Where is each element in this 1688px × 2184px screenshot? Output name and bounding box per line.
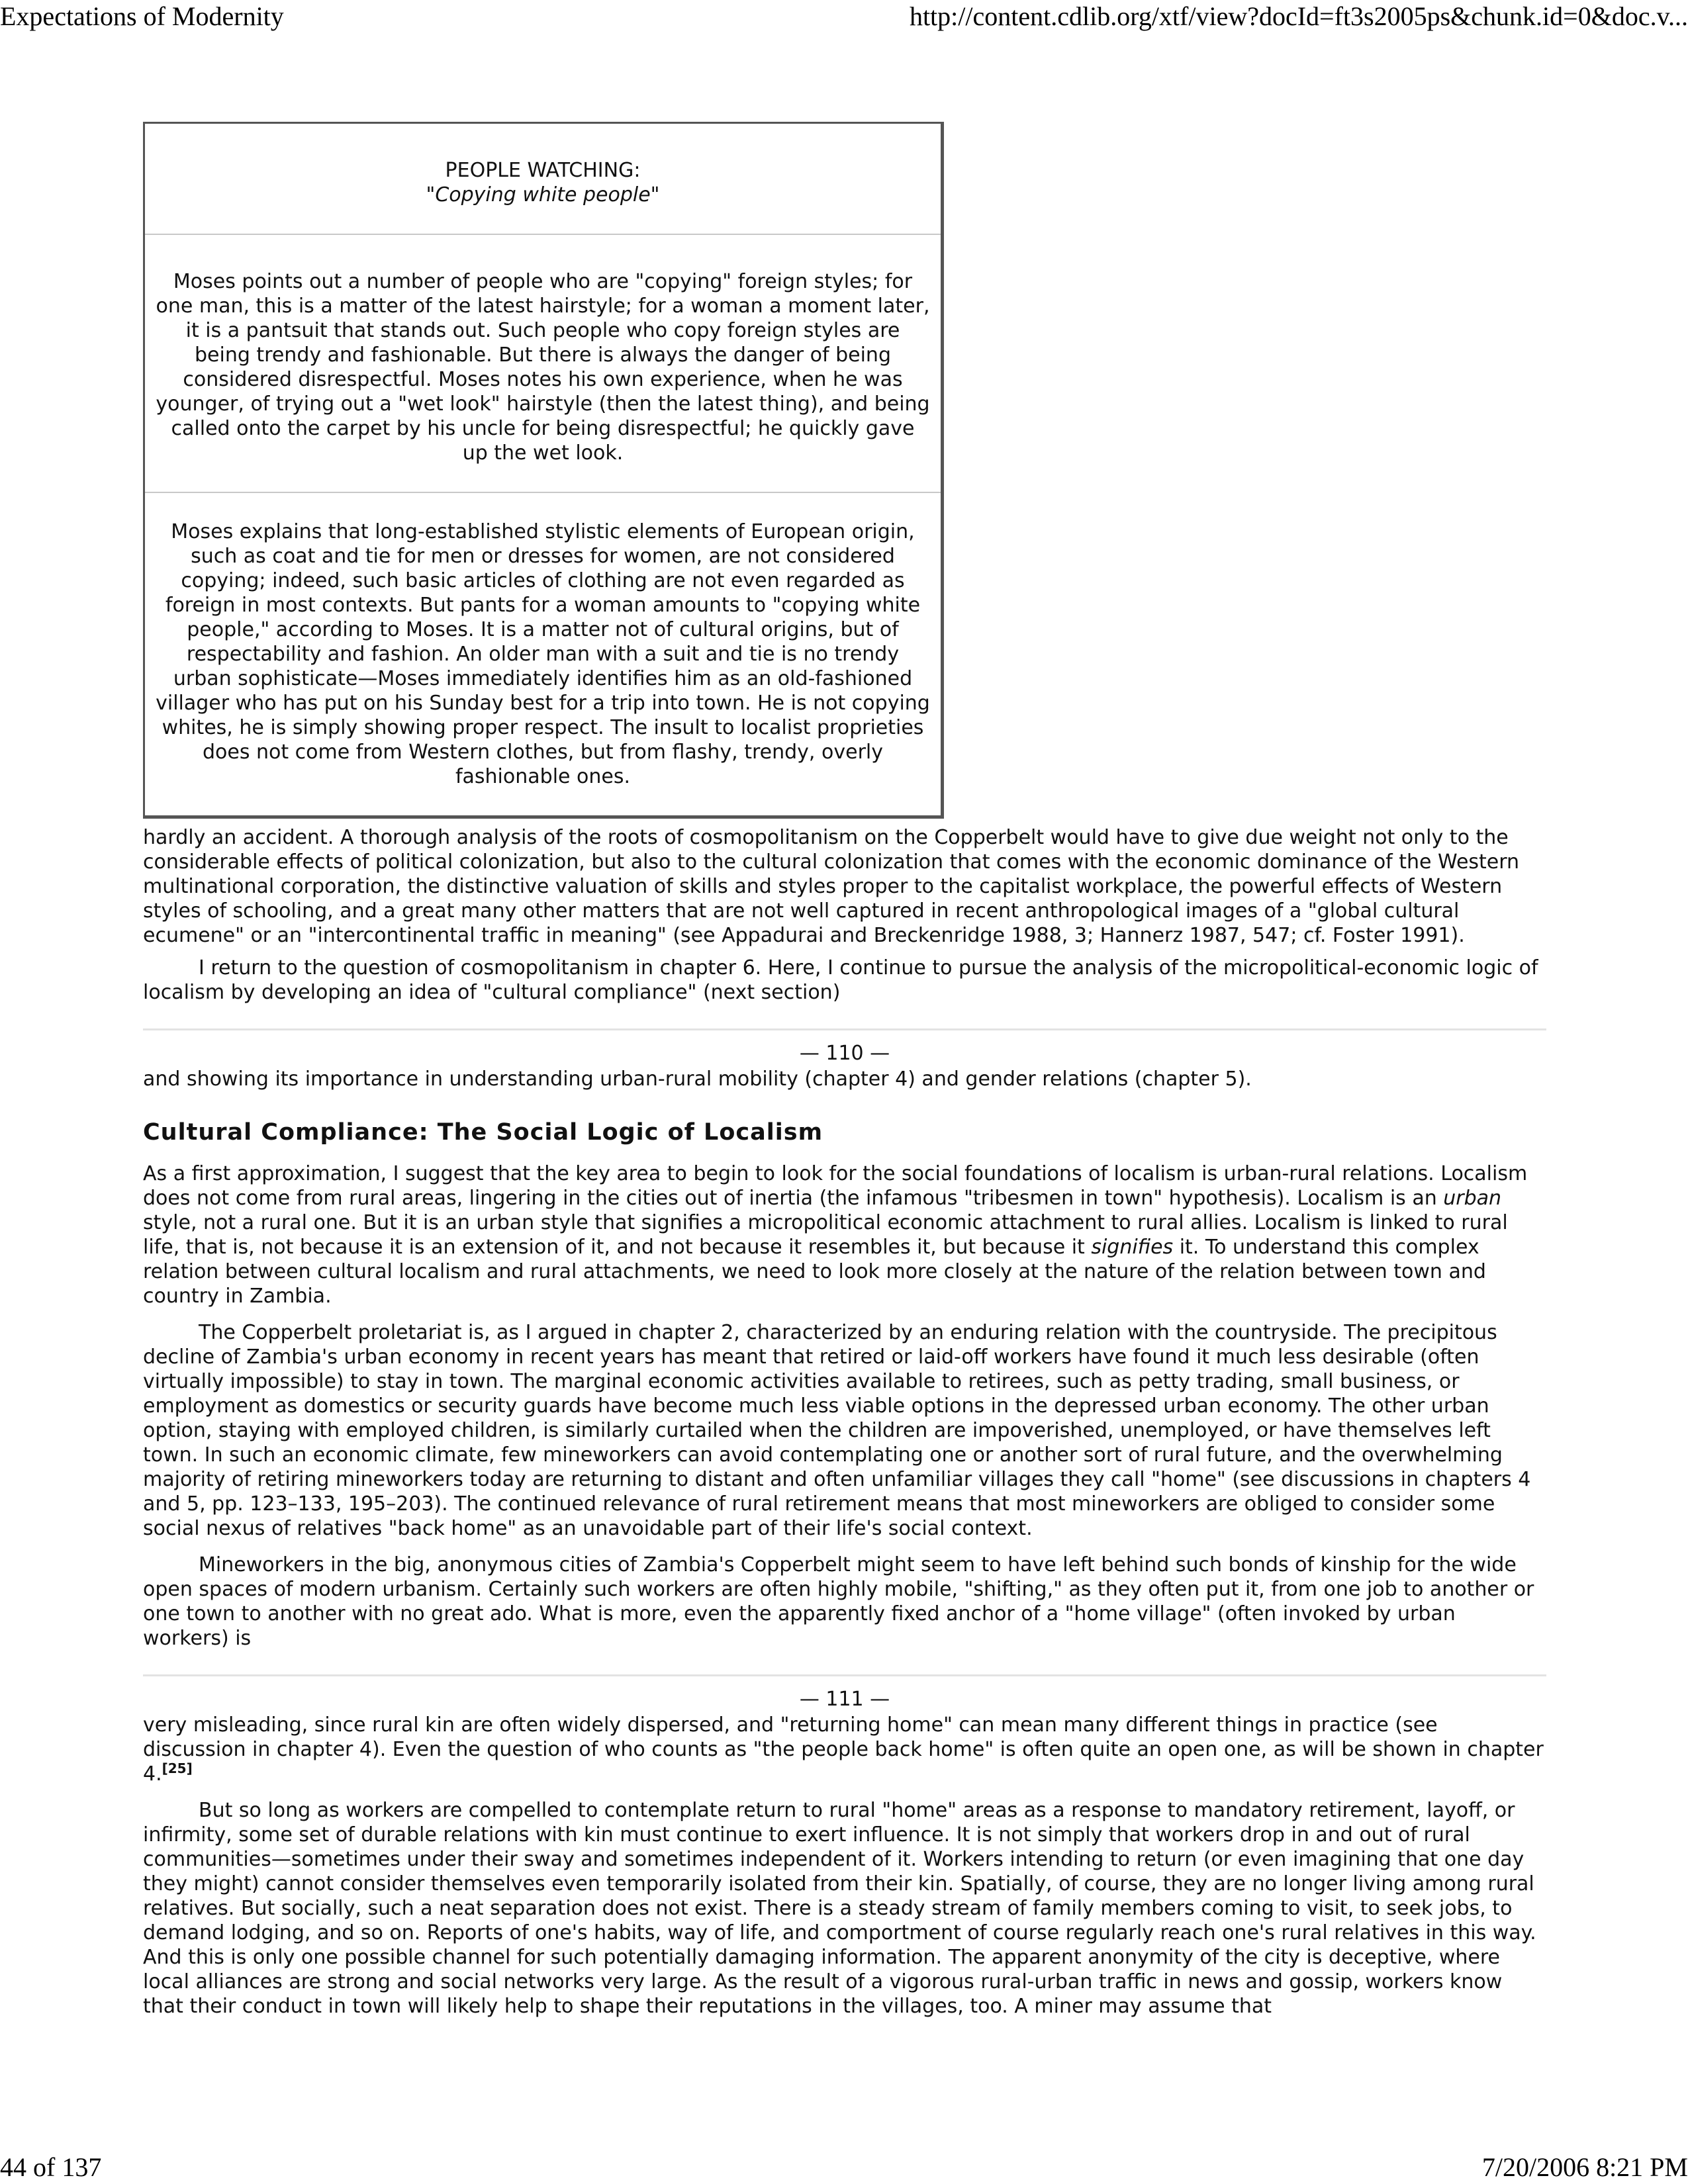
page-number-110: — 110 — — [799, 1042, 890, 1065]
people-watching-box — [143, 122, 944, 819]
page-number-111: — 111 — — [799, 1688, 890, 1711]
box-title-cell — [145, 124, 941, 234]
print-timestamp: 7/20/2006 8:21 PM — [1481, 2152, 1688, 2182]
page-divider-111 — [143, 1674, 1546, 1676]
body-paragraph-2: I return to the question of cosmopolitanism in chapter 6. Here, I continue to pursue the analysis of the micropolitical-economic logic of localism by developing an idea of "cultural compliance" (next section) — [143, 956, 1538, 1004]
p4-text-a: As a first approximation, I suggest that the key area to begin to look for the social foundations of localism is urban-rural relations. Localism does not come from rural areas, lingering in the cities out of inertia (the infamous "tribesmen in town" hypothesis). Localism is an — [143, 1162, 1528, 1210]
footnote-link-25[interactable]: [25] — [162, 1760, 193, 1776]
body-paragraph-8: But so long as workers are compelled to contemplate return to rural "home" areas as a response to mandatory retirement, layoff, or infirmity, some set of durable relations with kin must continue to exert influence. It is not simply that workers drop in and out of rural communities—sometimes under their sway and sometimes independent of it. Workers intending to return (or even imagining that one day they might) cannot consider themselves even temporarily isolated from their kin. Spatially, of course, they are no longer living among rural relatives. But socially, such a neat separation does not exist. There is a steady stream of family members coming to visit, to seek jobs, to demand lodging, and so on. Reports of one's habits, way of life, and comportment of course regularly reach one's rural relatives in this way. And this is only one possible channel for such potentially damaging information. The apparent anonymity of the city is deceptive, where local alliances are strong and social networks very large. As the result of a vigorous rural-urban traffic in news and gossip, workers know that their conduct in town will likely help to shape their reputations in the villages, too. A miner may assume that — [143, 1799, 1536, 2018]
box-paragraph-2: Moses explains that long-established stylistic elements of European origin, such as coat and tie for men or dresses for women, are not considered copying; indeed, such basic articles of clothing are not even regarded as foreign in most contexts. But pants for a woman amounts to "copying white people," according to Moses. It is a matter not of cultural origins, but of respectability and fashion. An older man with a suit and tie is no trendy urban sophisticate—Moses immediately identifies him as an old-fashioned villager who has put on his Sunday best for a trip into town. He is not copying whites, he is simply showing proper respect. The insult to localist proprieties does not come from Western clothes, but from flashy, trendy, overly fashionable ones. — [145, 492, 941, 815]
box-title: PEOPLE WATCHING: — [445, 159, 641, 182]
box-subtitle: "Copying white people" — [426, 183, 660, 206]
body-paragraph-7 — [143, 1713, 1546, 1786]
section-heading: Cultural Compliance: The Social Logic of Localism — [143, 1119, 823, 1146]
browser-header-url[interactable]: http://content.cdlib.org/xtf/view?docId=ft3s2005ps&chunk.id=0&doc.v... — [909, 1, 1688, 31]
page-count: 44 of 137 — [0, 2152, 102, 2182]
document-content — [143, 122, 1546, 2019]
p4-emphasis-signifies: signifies — [1091, 1236, 1174, 1259]
browser-header-title: Expectations of Modernity — [0, 1, 284, 31]
p4-text-b: style, not a rural one. But it is an urban style that signifies a micropolitical economic attachment to rural allies. Localism is linked to rural life, that is, not because it is an extension of it, and not because it resembles it, but because it — [143, 1211, 1508, 1259]
p7-text: very misleading, since rural kin are often widely dispersed, and "returning home" can mean many different things in practice (see discussion in chapter 4). Even the question of who counts as "the people back home" is often quite an open one, as will be shown in chapter 4. — [143, 1713, 1544, 1786]
p4-text-c: it. To understand this complex relation between cultural localism and rural attachments, we need to look more closely at the nature of the relation between town and country in Zambia. — [143, 1236, 1486, 1308]
box-paragraph-1: Moses points out a number of people who are "copying" foreign styles; for one man, this is a matter of the latest hairstyle; for a woman a moment later, it is a pantsuit that stands out. Such people who copy foreign styles are being trendy and fashionable. But there is always the danger of being considered disrespectful. Moses notes his own experience, when he was younger, of trying out a "wet look" hairstyle (then the latest thing), and being called onto the carpet by his uncle for being disrespectful; he quickly gave up the wet look. — [145, 234, 941, 492]
body-paragraph-3: and showing its importance in understanding urban-rural mobility (chapter 4) and gender relations (chapter 5). — [143, 1068, 1252, 1091]
p4-emphasis-urban: urban — [1443, 1187, 1502, 1210]
body-paragraph-1: hardly an accident. A thorough analysis of the roots of cosmopolitanism on the Copperbelt would have to give due weight not only to the considerable effects of political colonization, but also to the cultural colonization that comes with the economic dominance of the Western multinational corporation, the distinctive valuation of skills and styles proper to the capitalist workplace, the powerful effects of Western styles of schooling, and a great many other matters that are not well captured in recent anthropological images of a "global cultural ecumene" or an "intercontinental traffic in meaning" (see Appadurai and Breckenridge 1988, 3; Hannerz 1987, 547; cf. Foster 1991). — [143, 826, 1520, 947]
body-paragraph-4 — [143, 1161, 1546, 1308]
body-paragraph-6: Mineworkers in the big, anonymous cities of Zambia's Copperbelt might seem to have left behind such bonds of kinship for the wide open spaces of modern urbanism. Certainly such workers are often highly mobile, "shifting," as they often put it, from one job to another or one town to another with no great ado. What is more, even the apparently fixed anchor of a "home village" (often invoked by urban workers) is — [143, 1553, 1534, 1650]
body-paragraph-5: The Copperbelt proletariat is, as I argued in chapter 2, characterized by an enduring relation with the countryside. The precipitous decline of Zambia's urban economy in recent years has meant that retired or laid-off workers have found it much less desirable (often virtually impossible) to stay in town. The marginal economic activities available to retirees, such as petty trading, small business, or employment as domestics or security guards have become much less viable options in the depressed urban economy. The other urban option, staying with employed children, is similarly curtailed when the children are impoverished, unemployed, or have themselves left town. In such an economic climate, few mineworkers can avoid contemplating one or another sort of rural future, and the overwhelming majority of retiring mineworkers today are returning to distant and often unfamiliar villages they call "home" (see discussions in chapters 4 and 5, pp. 123–133, 195–203). The continued relevance of rural retirement means that most mineworkers are obliged to consider some social nexus of relatives "back home" as an unavoidable part of their life's social context. — [143, 1321, 1531, 1540]
page-divider-110 — [143, 1028, 1546, 1030]
